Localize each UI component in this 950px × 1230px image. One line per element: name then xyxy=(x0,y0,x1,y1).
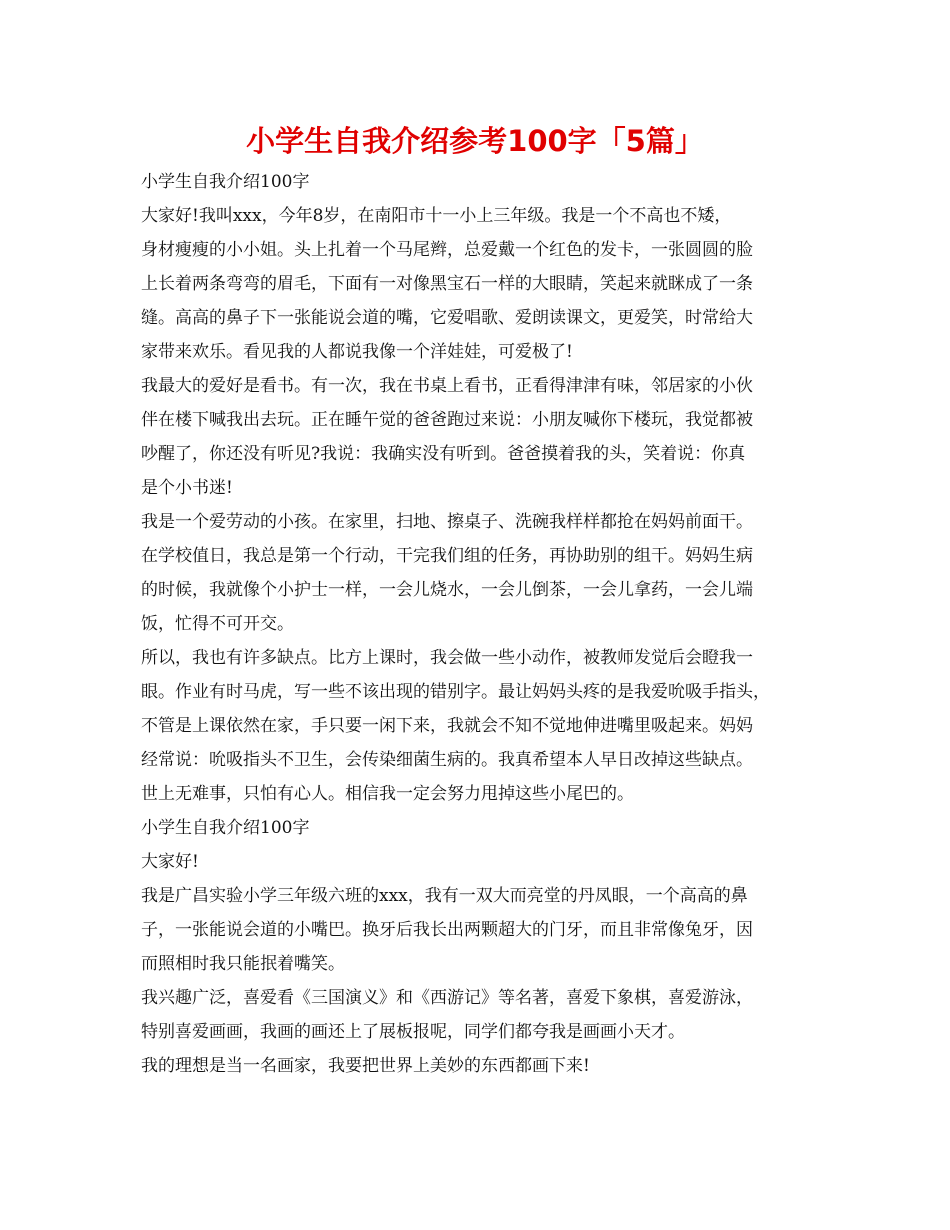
text-line: 大家好!我叫xxx，今年8岁，在南阳市十一小上三年级。我是一个不高也不矮， xyxy=(141,206,732,226)
text-line: 世上无难事，只怕有心人。相信我一定会努力甩掉这些小尾巴的。 xyxy=(141,784,634,804)
text-line: 我兴趣广泛，喜爱看《三国演义》和《西游记》等名著，喜爱下象棋，喜爱游泳， xyxy=(141,988,753,1008)
text-line: 家带来欢乐。看见我的人都说我像一个洋娃娃，可爱极了! xyxy=(141,342,573,362)
text-line: 伴在楼下喊我出去玩。正在睡午觉的爸爸跑过来说：小朋友喊你下楼玩，我觉都被 xyxy=(141,410,753,430)
text-line: 眼。作业有时马虎，写一些不该出现的错别字。最让妈妈头疼的是我爱吮吸手指头， xyxy=(141,682,770,702)
text-line: 的时候，我就像个小护士一样，一会儿烧水，一会儿倒茶，一会儿拿药，一会儿端 xyxy=(141,580,753,600)
text-line: 在学校值日，我总是第一个行动，干完我们组的任务，再协助别的组干。妈妈生病 xyxy=(141,546,753,566)
text-line: 缝。高高的鼻子下一张能说会道的嘴，它爱唱歌、爱朗读课文，更爱笑，时常给大 xyxy=(141,308,753,328)
text-line: 我是一个爱劳动的小孩。在家里，扫地、擦桌子、洗碗我样样都抢在妈妈前面干。 xyxy=(141,512,753,532)
text-line: 不管是上课依然在家，手只要一闲下来，我就会不知不觉地伸进嘴里吸起来。妈妈 xyxy=(141,716,753,736)
text-line: 我是广昌实验小学三年级六班的xxx，我有一双大而亮堂的丹凤眼，一个高高的鼻 xyxy=(141,886,748,906)
text-line: 我最大的爱好是看书。有一次，我在书桌上看书，正看得津津有味，邻居家的小伙 xyxy=(141,376,753,396)
text-line: 身材瘦瘦的小小姐。头上扎着一个马尾辫，总爱戴一个红色的发卡，一张圆圆的脸 xyxy=(141,240,753,260)
text-line: 我的理想是当一名画家，我要把世界上美妙的东西都画下来! xyxy=(141,1056,590,1076)
text-line: 子，一张能说会道的小嘴巴。换牙后我长出两颗超大的门牙，而且非常像兔牙，因 xyxy=(141,920,753,940)
text-line: 特别喜爱画画，我画的画还上了展板报呢，同学们都夸我是画画小天才。 xyxy=(141,1022,685,1042)
text-line: 小学生自我介绍100字 xyxy=(141,172,310,192)
text-line: 吵醒了，你还没有听见?我说：我确实没有听到。爸爸摸着我的头，笑着说：你真 xyxy=(141,444,746,464)
text-line: 所以，我也有许多缺点。比方上课时，我会做一些小动作，被教师发觉后会瞪我一 xyxy=(141,648,753,668)
text-line: 而照相时我只能抿着嘴笑。 xyxy=(141,954,345,974)
document-body xyxy=(141,165,823,1083)
document-title: 小学生自我介绍参考100字「5篇」 xyxy=(246,124,704,158)
text-line: 经常说：吮吸指头不卫生，会传染细菌生病的。我真希望本人早日改掉这些缺点。 xyxy=(141,750,753,770)
text-line: 小学生自我介绍100字 xyxy=(141,818,310,838)
text-line: 大家好! xyxy=(141,852,199,872)
text-line: 是个小书迷! xyxy=(141,478,233,498)
text-line: 饭，忙得不可开交。 xyxy=(141,614,294,634)
text-line: 上长着两条弯弯的眉毛，下面有一对像黑宝石一样的大眼睛，笑起来就眯成了一条 xyxy=(141,274,753,294)
